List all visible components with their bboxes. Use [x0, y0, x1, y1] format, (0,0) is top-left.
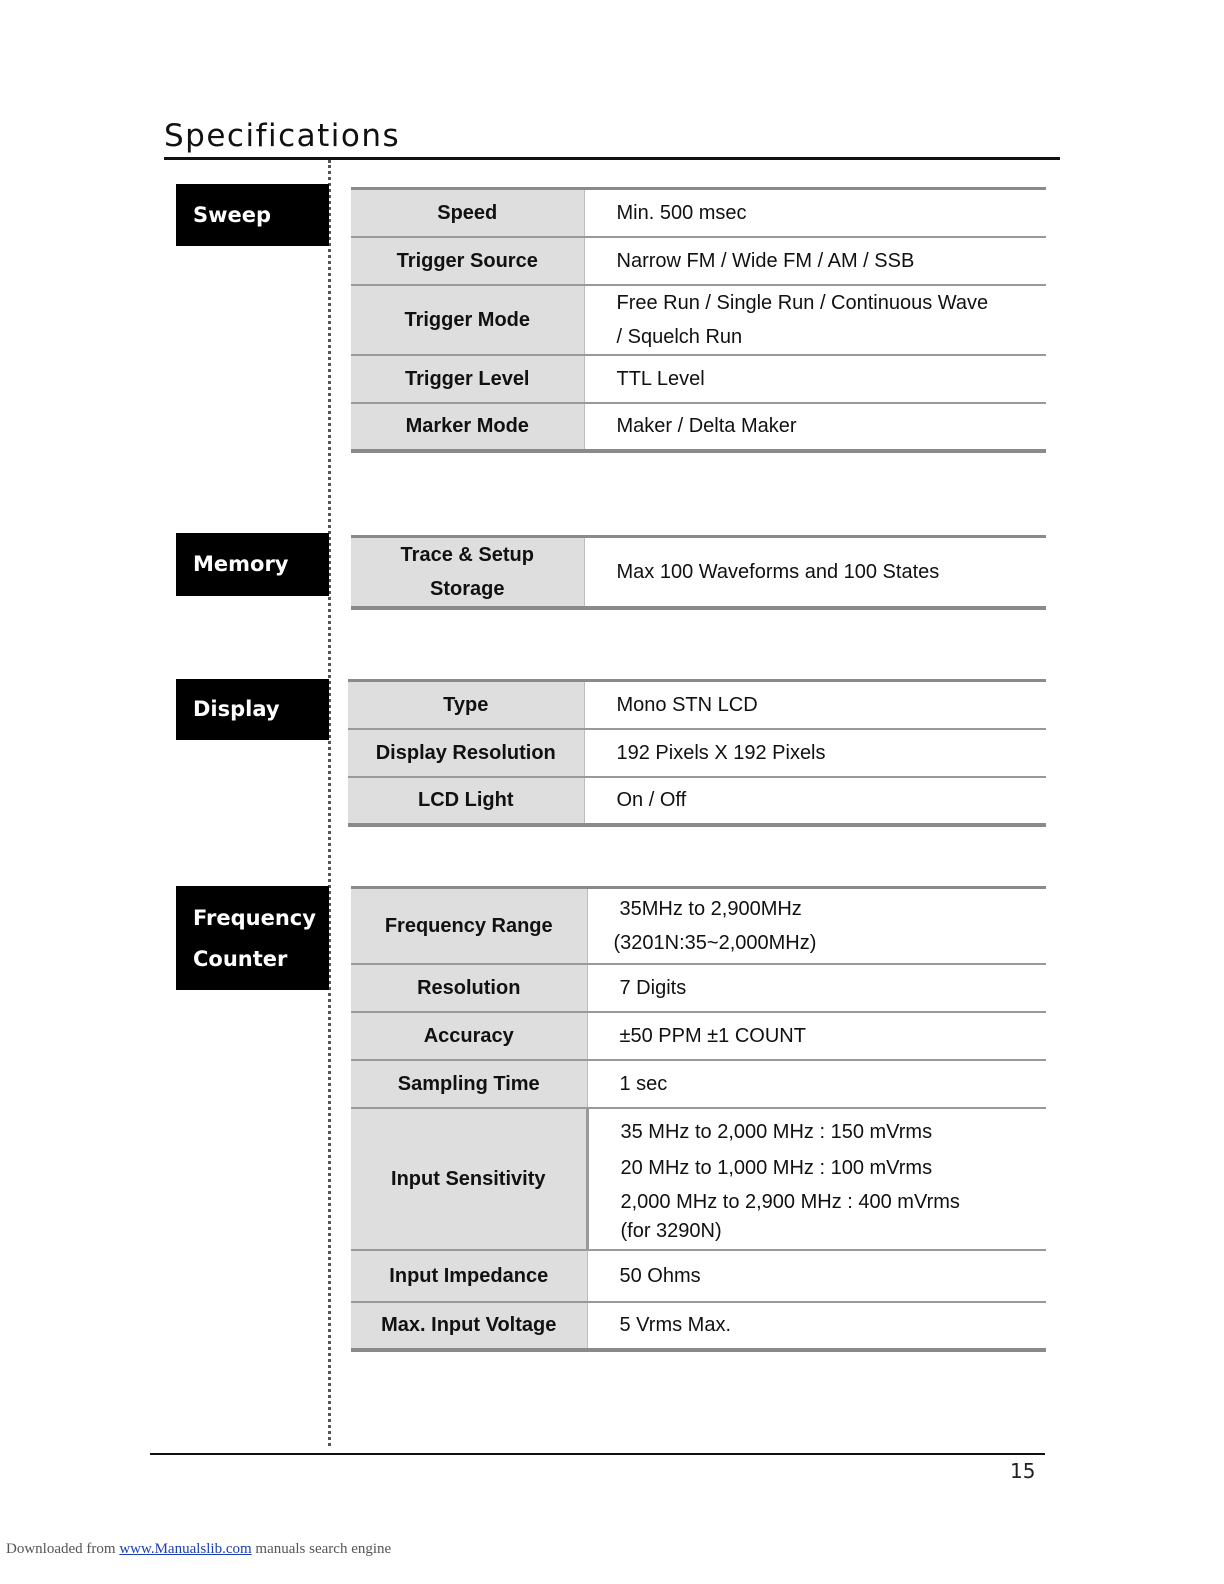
spec-value: Mono STN LCD: [584, 681, 1046, 729]
section-label-text: Counter: [193, 947, 288, 971]
footer-prefix: Downloaded from: [6, 1541, 116, 1557]
footer-suffix: manuals search engine: [255, 1541, 392, 1557]
spec-key: Accuracy: [351, 1012, 587, 1060]
section-label-frequency-counter: [176, 886, 329, 990]
spec-key: Frequency Range: [351, 888, 587, 964]
page-number: 15: [1010, 1459, 1036, 1483]
spec-value-line: 20 MHz to 1,000 MHz : 100 mVrms: [620, 1156, 933, 1179]
table-row: [351, 1060, 1046, 1108]
table-row: [351, 964, 1046, 1012]
spec-value: 5 Vrms Max.: [587, 1302, 1046, 1350]
footer-rule: [150, 1453, 1045, 1455]
table-row: [348, 681, 1046, 729]
spec-value-line: (for 3290N): [620, 1219, 722, 1242]
sweep-table: [351, 187, 1046, 453]
table-row: [351, 888, 1046, 964]
table-row: [351, 285, 1046, 355]
table-row: [351, 1108, 1046, 1250]
spec-key: Display Resolution: [348, 729, 584, 777]
memory-table: [351, 535, 1046, 610]
table-row: [351, 403, 1046, 451]
page-title: Specifications: [164, 118, 401, 154]
spec-key-line: Storage: [430, 578, 505, 600]
spec-key: Trigger Source: [351, 237, 584, 285]
spec-key: Trigger Level: [351, 355, 584, 403]
table-row: [351, 1250, 1046, 1302]
spec-value: [584, 285, 1046, 355]
spec-key: Input Impedance: [351, 1250, 587, 1302]
section-label-text: Frequency: [193, 906, 316, 930]
spec-key: [351, 537, 584, 609]
spec-value: [587, 888, 1046, 964]
download-footer: [6, 1541, 391, 1558]
spec-value: 1 sec: [587, 1060, 1046, 1108]
spec-key: Type: [348, 681, 584, 729]
section-label-display: [176, 679, 329, 740]
spec-value-line: 35 MHz to 2,000 MHz : 150 mVrms: [620, 1120, 933, 1143]
manualslib-link[interactable]: www.Manualslib.com: [119, 1541, 252, 1557]
spec-value-line: 2,000 MHz to 2,900 MHz : 400 mVrms: [620, 1190, 960, 1213]
spec-key: Resolution: [351, 964, 587, 1012]
section-label-sweep: [176, 184, 329, 246]
display-table: [348, 679, 1046, 827]
spec-value: 7 Digits: [587, 964, 1046, 1012]
spec-value-line: Free Run / Single Run / Continuous Wave: [616, 291, 989, 314]
section-label-text: Memory: [193, 552, 289, 576]
spec-key: Marker Mode: [351, 403, 584, 451]
section-divider: [328, 160, 331, 1446]
title-rule: [164, 157, 1060, 160]
section-label-text: Sweep: [193, 203, 272, 227]
spec-value: 50 Ohms: [587, 1250, 1046, 1302]
spec-value: Maker / Delta Maker: [584, 403, 1046, 451]
frequency-counter-table: [351, 886, 1046, 1352]
table-row: [348, 729, 1046, 777]
section-label-text: Display: [193, 697, 280, 721]
table-row: [351, 1012, 1046, 1060]
spec-value: Narrow FM / Wide FM / AM / SSB: [584, 237, 1046, 285]
spec-key: Max. Input Voltage: [351, 1302, 587, 1350]
table-row: [351, 189, 1046, 237]
spec-value: Max 100 Waveforms and 100 States: [584, 537, 1046, 609]
table-row: [348, 777, 1046, 825]
spec-key: Input Sensitivity: [351, 1108, 587, 1250]
spec-value: On / Off: [584, 777, 1046, 825]
spec-key: Speed: [351, 189, 584, 237]
spec-key: Sampling Time: [351, 1060, 587, 1108]
spec-key: LCD Light: [348, 777, 584, 825]
table-row: [351, 1302, 1046, 1350]
spec-key-line: Trace & Setup: [400, 544, 534, 566]
spec-key: Trigger Mode: [351, 285, 584, 355]
table-row: [351, 355, 1046, 403]
spec-value: TTL Level: [584, 355, 1046, 403]
spec-value: [587, 1108, 1046, 1250]
spec-value-line: (3201N:35~2,000MHz): [613, 931, 817, 954]
spec-value: 192 Pixels X 192 Pixels: [584, 729, 1046, 777]
spec-value: Min. 500 msec: [584, 189, 1046, 237]
table-row: [351, 237, 1046, 285]
spec-value: ±50 PPM ±1 COUNT: [587, 1012, 1046, 1060]
table-row: [351, 537, 1046, 609]
section-label-memory: [176, 533, 329, 596]
spec-value-line: / Squelch Run: [616, 325, 743, 348]
spec-value-line: 35MHz to 2,900MHz: [619, 897, 802, 920]
